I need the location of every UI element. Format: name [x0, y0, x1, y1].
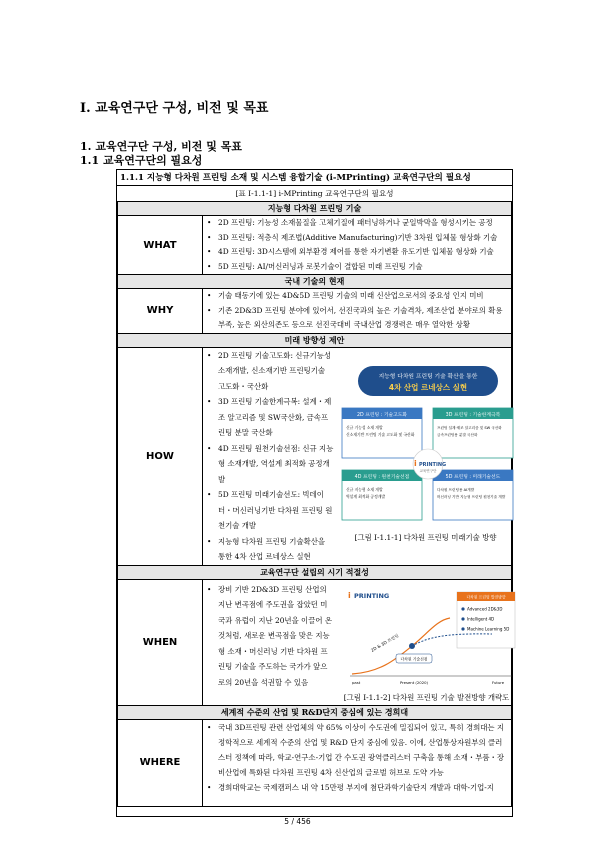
subsection-heading: 1.1 교육연구단의 필요성 [80, 154, 203, 167]
trend-curve [352, 618, 450, 674]
svg-text:교육연구단: 교육연구단 [419, 468, 437, 473]
where-band: 세계적 수준의 산업 및 R&D단지 중심에 있는 경희대 [118, 705, 512, 719]
how-list [203, 348, 336, 565]
svg-text:금속프린팅용 분말 국산화: 금속프린팅용 분말 국산화 [437, 432, 478, 437]
legend-title: 다차원 프린팅 발전방향 [466, 594, 506, 599]
what-list [203, 216, 511, 274]
box-title: 1.1.1 지능형 다차원 프린팅 소재 및 시스템 융합기술 (i-MPrinting) 교육연구단의 필요성 [117, 170, 512, 186]
quadrant-3d [433, 408, 513, 458]
svg-text:i: i [348, 590, 351, 600]
svg-text:신규 지능형 소재 개발: 신규 지능형 소재 개발 [346, 486, 383, 492]
list-item: • 5D 프린팅: AI/머신러닝과 로봇기술이 결합된 미래 프린팅 기술 [207, 260, 509, 275]
axis-future: Future [492, 679, 505, 685]
future-direction-figure [336, 348, 515, 565]
when-list [203, 582, 336, 691]
list-item: • 장비 기반 2D&3D 프린팅 산업의 지난 변곡점에 주도권을 잡았던 미국과 유럽이 지난 20년을 이끌어 온 것처럼, 새로운 변곡점을 맞은 지능형 소재・머신러닝 기반 다차원 프린팅 기술을 주도하는 국가가 앞으로의 20년을 석권할 수 있음 [207, 582, 334, 691]
where-label: WHERE [118, 719, 203, 806]
why-list [203, 289, 511, 333]
list-item: • 3D 프린팅: 적층식 제조법(Additive Manufacturing)기반 3차원 입체물 형상화 기술 [207, 231, 509, 246]
list-item: • 5D 프린팅 미래기술선도: 빅데이터・머신러닝기반 다차원 프린팅 원천기술 개발 [207, 487, 334, 534]
list-item: • 기술 태동기에 있는 4D&5D 프린팅 기술의 미래 신산업으로서의 중요성 인지 미비 [207, 289, 509, 304]
why-band: 국내 기술의 현재 [118, 275, 512, 289]
svg-text:역설계 최적화 공정개발: 역설계 최적화 공정개발 [346, 493, 386, 499]
curve-label: 2D & 3D 프린팅 [370, 632, 400, 653]
where-list [203, 720, 511, 795]
when-band: 교육연구단 설립의 시기 적절성 [118, 565, 512, 579]
svg-text:PRINTING: PRINTING [419, 461, 447, 468]
svg-text:신규 기능성 소재 개발: 신규 기능성 소재 개발 [346, 424, 383, 430]
svg-text:4D 프린팅 : 원천기술선점: 4D 프린팅 : 원천기술선점 [354, 474, 410, 480]
inflection-point [409, 643, 415, 649]
when-logo: PRINTING [354, 591, 390, 600]
section-heading: 1. 교육연구단 구성, 비전 및 목표 [80, 140, 242, 153]
svg-text:신소재기반 프린팅 기술 고도화 및 국산화: 신소재기반 프린팅 기술 고도화 및 국산화 [346, 431, 415, 437]
svg-text:프린팅 설계·제조 알고리즘 및 SW 국산화: 프린팅 설계·제조 알고리즘 및 SW 국산화 [437, 425, 502, 430]
list-item: • 기존 2D&3D 프린팅 분야에 있어서, 선진국과의 높은 기술격차, 제조산업 분야로의 확용 부족, 높은 외산의존도 등으로 선진국대비 국내산업 경쟁력은 매우 열악한 상황 [207, 304, 509, 333]
how-band: 미래 방향성 제안 [118, 333, 512, 347]
list-item: • 국내 3D프린팅 관련 산업체의 약 65% 이상이 수도권에 밀집되어 있고, 특히 경희대는 지정학적으로 세계적 수준의 산업 및 R&D 단지 중심에 있음. 이에, 산업통상자원부의 클러스터 정책에 따라, 학교-연구소-기업 간 수도권 광역클러스터 구축을 통해 소재・부품・장비산업에 특화된 다차원 프린팅 4차 신산업의 글로벌 허브로 도약 가능 [207, 720, 509, 780]
list-item: • 4D 프린팅: 3D시스템에 외부환경 제어를 통한 자기변환 유도기반 입체물 형상화 기술 [207, 245, 509, 260]
legend-item: Advanced 2D&3D [467, 606, 503, 611]
page-number: 5 / 456 [284, 817, 311, 826]
necessity-table [117, 201, 512, 807]
banner-line1: 지능형 다차원 프린팅 기술 확산을 통한 [378, 373, 478, 380]
what-band: 지능형 다차원 프린팅 기술 [118, 202, 512, 216]
svg-text:다차원 프린팅용 AI개발: 다차원 프린팅용 AI개발 [437, 487, 475, 492]
legend-item: Intelligent 4D [467, 616, 495, 621]
banner-line2: 4차 산업 르네상스 실현 [388, 382, 468, 392]
list-item: • 경희대학교는 국제캠퍼스 내 약 15만평 부지에 첨단과학기술단지 개발과 대학-기업-지 [207, 780, 509, 795]
svg-text:i: i [414, 458, 417, 468]
list-item: • 지능형 다차원 프린팅 기술확산을 통한 4차 산업 르네상스 실현 [207, 534, 334, 565]
axis-present: Present (2020) [399, 679, 429, 685]
figure-caption: [그림 Ⅰ-1.1-1] 다차원 프린팅 미래기술 방향 [354, 532, 497, 542]
point-label: 다차원 기술선점 [400, 656, 428, 661]
svg-text:3D 프린팅 : 기술한계극복: 3D 프린팅 : 기술한계극복 [445, 412, 501, 418]
chapter-heading: Ⅰ. 교육연구단 구성, 비전 및 목표 [80, 101, 269, 116]
list-item: • 2D 프린팅: 기능성 소재물질을 고체기질에 패터닝하거나 균일박막을 형성시키는 공정 [207, 216, 509, 231]
svg-text:5D 프린팅 : 미래기술선도: 5D 프린팅 : 미래기술선도 [445, 474, 501, 480]
list-item: • 3D 프린팅 기술한계극복: 설계・제조 알고리즘 및 SW국산화, 금속프린팅 분말 국산화 [207, 394, 334, 441]
why-label: WHY [118, 289, 203, 334]
list-item: • 2D 프린팅 기술고도화: 신규기능성 소재개발, 신소재기반 프린팅기술 고도화・국산화 [207, 348, 334, 395]
development-trend-figure [336, 582, 517, 703]
svg-text:머신러닝 기반 지능형 프린팅 원천기술 개발: 머신러닝 기반 지능형 프린팅 원천기술 개발 [437, 494, 506, 499]
what-label: WHAT [118, 216, 203, 275]
quadrant-2d [342, 408, 422, 458]
quadrant-5d [433, 470, 513, 520]
table-caption: [표 Ⅰ-1.1-1] i-MPrinting 교육연구단의 필요성 [235, 189, 394, 198]
list-item: • 4D 프린팅 원천기술선점: 신규 지능형 소재개발, 역설계 최적화 공정개발 [207, 441, 334, 488]
how-label: HOW [118, 347, 203, 565]
quadrant-4d [342, 470, 422, 520]
svg-text:2D 프린팅 : 기술고도화: 2D 프린팅 : 기술고도화 [356, 412, 408, 418]
when-label: WHEN [118, 579, 203, 705]
axis-past: past [352, 679, 361, 685]
legend-item: Machine Learning 5D [467, 626, 510, 631]
figure-caption: [그림 Ⅰ-1.1-2] 다차원 프린팅 기술 발전방향 개략도 [343, 692, 510, 702]
